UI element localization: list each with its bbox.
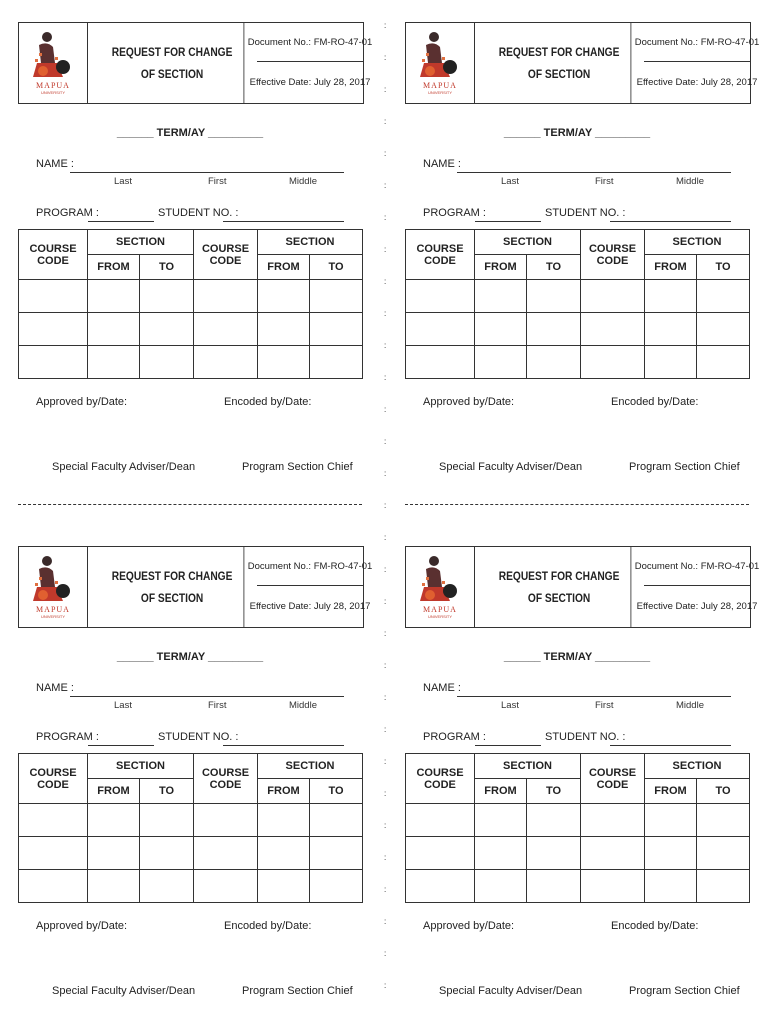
form-header xyxy=(18,546,373,628)
cut-line-left xyxy=(18,504,362,505)
fold-dot: : xyxy=(384,21,387,30)
chief-signature-label: Program Section Chief xyxy=(242,461,353,473)
program-label: PROGRAM : xyxy=(423,731,486,743)
fold-dot: : xyxy=(384,309,387,318)
form-title-line1: REQUEST FOR CHANGE xyxy=(111,45,233,59)
cell-input[interactable] xyxy=(406,837,475,870)
logo-text: MAPUA xyxy=(423,605,457,614)
fold-dot: : xyxy=(384,661,387,670)
form-title-line1: REQUEST FOR CHANGE xyxy=(111,569,233,583)
name-middle-caption: Middle xyxy=(676,700,704,711)
cell-input[interactable] xyxy=(19,313,88,346)
cell-input[interactable] xyxy=(88,313,140,346)
course-table xyxy=(18,229,363,379)
term-ay-field[interactable]: ______ TERM/AY _________ xyxy=(116,127,264,139)
university-logo xyxy=(19,23,88,103)
name-line[interactable] xyxy=(70,172,344,173)
from-header: FROM xyxy=(645,779,697,804)
cell-input[interactable] xyxy=(697,280,750,313)
cell-input[interactable] xyxy=(258,280,310,313)
cell-input[interactable] xyxy=(140,837,194,870)
student-no-line[interactable] xyxy=(610,745,731,746)
student-no-label: STUDENT NO. : xyxy=(158,207,239,219)
form-header xyxy=(18,22,373,104)
section-header: SECTION xyxy=(645,230,750,255)
cell-input[interactable] xyxy=(19,804,88,837)
fold-dot: : xyxy=(384,917,387,926)
cell-input[interactable] xyxy=(581,804,645,837)
section-header: SECTION xyxy=(475,230,581,255)
to-header: TO xyxy=(527,255,581,280)
encoded-by-label: Encoded by/Date: xyxy=(224,920,312,932)
name-line[interactable] xyxy=(70,696,344,697)
program-label: PROGRAM : xyxy=(423,207,486,219)
document-number: Document No.: FM-RO-47-01 xyxy=(644,23,750,62)
from-header: FROM xyxy=(258,255,310,280)
table-row xyxy=(406,346,750,379)
cell-input[interactable] xyxy=(310,280,363,313)
program-line[interactable] xyxy=(88,221,154,222)
to-header: TO xyxy=(310,255,363,280)
document-number: Document No.: FM-RO-47-01 xyxy=(257,547,363,586)
course-code-header: COURSE CODE xyxy=(406,754,475,804)
name-first-caption: First xyxy=(595,176,614,187)
course-code-header: COURSE CODE xyxy=(194,230,258,280)
name-first-caption: First xyxy=(208,176,227,187)
encoded-by-label: Encoded by/Date: xyxy=(224,396,312,408)
name-middle-caption: Middle xyxy=(289,700,317,711)
cell-input[interactable] xyxy=(697,346,750,379)
request-form xyxy=(18,22,373,492)
from-header: FROM xyxy=(88,779,140,804)
approved-by-label: Approved by/Date: xyxy=(36,396,128,408)
fold-dot: : xyxy=(384,437,387,446)
course-code-header: COURSE CODE xyxy=(19,230,88,280)
fold-dot: : xyxy=(384,277,387,286)
name-line[interactable] xyxy=(457,172,731,173)
effective-date: Effective Date: July 28, 2017 xyxy=(249,601,371,612)
course-code-header: COURSE CODE xyxy=(581,230,645,280)
section-header: SECTION xyxy=(88,754,194,779)
name-label: NAME : xyxy=(423,158,461,170)
fold-dot: : xyxy=(384,501,387,510)
cell-input[interactable] xyxy=(19,346,88,379)
from-header: FROM xyxy=(475,255,527,280)
to-header: TO xyxy=(310,779,363,804)
form-title xyxy=(101,23,245,103)
table-row xyxy=(406,870,750,903)
fold-dot: : xyxy=(384,597,387,606)
cell-input[interactable] xyxy=(697,313,750,346)
course-table xyxy=(405,229,750,379)
cell-input[interactable] xyxy=(645,837,697,870)
course-code-header: COURSE CODE xyxy=(19,754,88,804)
cell-input[interactable] xyxy=(258,313,310,346)
table-row xyxy=(19,837,363,870)
cell-input[interactable] xyxy=(194,313,258,346)
cell-input[interactable] xyxy=(645,346,697,379)
encoded-by-label: Encoded by/Date: xyxy=(611,920,699,932)
table-row xyxy=(406,280,750,313)
cell-input[interactable] xyxy=(19,280,88,313)
cell-input[interactable] xyxy=(697,804,750,837)
fold-dot: : xyxy=(384,629,387,638)
cell-input[interactable] xyxy=(19,870,88,903)
cell-input[interactable] xyxy=(527,837,581,870)
term-ay-field[interactable]: ______ TERM/AY _________ xyxy=(116,651,264,663)
student-no-label: STUDENT NO. : xyxy=(545,207,626,219)
fold-dot: : xyxy=(384,725,387,734)
cell-input[interactable] xyxy=(527,280,581,313)
form-title xyxy=(101,547,245,627)
cell-input[interactable] xyxy=(258,870,310,903)
cell-input[interactable] xyxy=(194,837,258,870)
cell-input[interactable] xyxy=(19,837,88,870)
logo-subtext: UNIVERSITY xyxy=(40,614,65,619)
cell-input[interactable] xyxy=(527,870,581,903)
cell-input[interactable] xyxy=(645,280,697,313)
cell-input[interactable] xyxy=(581,280,645,313)
section-header: SECTION xyxy=(88,230,194,255)
table-row xyxy=(19,870,363,903)
program-line[interactable] xyxy=(475,221,541,222)
fold-dot: : xyxy=(384,149,387,158)
cell-input[interactable] xyxy=(140,280,194,313)
form-title-line2: OF SECTION xyxy=(140,67,204,81)
adviser-signature-label: Special Faculty Adviser/Dean xyxy=(439,985,583,997)
name-line[interactable] xyxy=(457,696,731,697)
cell-input[interactable] xyxy=(88,346,140,379)
from-header: FROM xyxy=(88,255,140,280)
program-label: PROGRAM : xyxy=(36,731,99,743)
from-header: FROM xyxy=(645,255,697,280)
cell-input[interactable] xyxy=(406,804,475,837)
cell-input[interactable] xyxy=(310,804,363,837)
program-label: PROGRAM : xyxy=(36,207,99,219)
effective-date: Effective Date: July 28, 2017 xyxy=(636,601,758,612)
cell-input[interactable] xyxy=(258,837,310,870)
fold-dot: : xyxy=(384,405,387,414)
course-table xyxy=(405,753,750,903)
cell-input[interactable] xyxy=(140,870,194,903)
logo-text: MAPUA xyxy=(36,605,70,614)
name-last-caption: Last xyxy=(114,176,132,187)
logo-text: MAPUA xyxy=(423,81,457,90)
student-no-line[interactable] xyxy=(610,221,731,222)
fold-dot: : xyxy=(384,341,387,350)
form-title-line1: REQUEST FOR CHANGE xyxy=(498,45,620,59)
cell-input[interactable] xyxy=(475,346,527,379)
term-ay-field[interactable]: ______ TERM/AY _________ xyxy=(503,127,651,139)
fold-dot: : xyxy=(384,981,387,990)
document-number: Document No.: FM-RO-47-01 xyxy=(257,23,363,62)
cell-input[interactable] xyxy=(645,313,697,346)
effective-date: Effective Date: July 28, 2017 xyxy=(249,77,371,88)
adviser-signature-label: Special Faculty Adviser/Dean xyxy=(52,461,196,473)
fold-dot: : xyxy=(384,565,387,574)
cell-input[interactable] xyxy=(194,870,258,903)
chief-signature-label: Program Section Chief xyxy=(242,985,353,997)
cell-input[interactable] xyxy=(645,870,697,903)
form-title-line2: OF SECTION xyxy=(527,591,591,605)
name-last-caption: Last xyxy=(501,700,519,711)
to-header: TO xyxy=(140,779,194,804)
cut-line-right xyxy=(405,504,749,505)
adviser-signature-label: Special Faculty Adviser/Dean xyxy=(439,461,583,473)
fold-dot: : xyxy=(384,853,387,862)
table-row xyxy=(19,280,363,313)
student-no-label: STUDENT NO. : xyxy=(545,731,626,743)
approved-by-label: Approved by/Date: xyxy=(423,396,515,408)
fold-dot: : xyxy=(384,885,387,894)
fold-dot: : xyxy=(384,757,387,766)
name-label: NAME : xyxy=(36,158,74,170)
cell-input[interactable] xyxy=(527,313,581,346)
cell-input[interactable] xyxy=(88,804,140,837)
cell-input[interactable] xyxy=(310,870,363,903)
student-no-line[interactable] xyxy=(223,745,344,746)
logo-subtext: UNIVERSITY xyxy=(427,614,452,619)
effective-date: Effective Date: July 28, 2017 xyxy=(636,77,758,88)
fold-dot: : xyxy=(384,533,387,542)
fold-line xyxy=(384,22,386,1002)
form-title xyxy=(488,547,632,627)
cell-input[interactable] xyxy=(258,804,310,837)
cell-input[interactable] xyxy=(140,346,194,379)
cell-input[interactable] xyxy=(406,870,475,903)
cell-input[interactable] xyxy=(581,870,645,903)
program-line[interactable] xyxy=(88,745,154,746)
cell-input[interactable] xyxy=(310,346,363,379)
program-line[interactable] xyxy=(475,745,541,746)
cell-input[interactable] xyxy=(527,804,581,837)
cell-input[interactable] xyxy=(475,870,527,903)
cell-input[interactable] xyxy=(310,837,363,870)
section-header: SECTION xyxy=(645,754,750,779)
cell-input[interactable] xyxy=(194,346,258,379)
request-form xyxy=(405,546,760,1016)
section-header: SECTION xyxy=(258,230,363,255)
table-row xyxy=(406,313,750,346)
cell-input[interactable] xyxy=(475,837,527,870)
name-first-caption: First xyxy=(595,700,614,711)
adviser-signature-label: Special Faculty Adviser/Dean xyxy=(52,985,196,997)
name-middle-caption: Middle xyxy=(676,176,704,187)
logo-text: MAPUA xyxy=(36,81,70,90)
cell-input[interactable] xyxy=(88,837,140,870)
cell-input[interactable] xyxy=(88,870,140,903)
chief-signature-label: Program Section Chief xyxy=(629,985,740,997)
request-form xyxy=(405,22,760,492)
cell-input[interactable] xyxy=(645,804,697,837)
cell-input[interactable] xyxy=(194,280,258,313)
fold-dot: : xyxy=(384,373,387,382)
name-first-caption: First xyxy=(208,700,227,711)
student-no-label: STUDENT NO. : xyxy=(158,731,239,743)
to-header: TO xyxy=(697,255,750,280)
cell-input[interactable] xyxy=(475,804,527,837)
fold-dot: : xyxy=(384,213,387,222)
cell-input[interactable] xyxy=(406,313,475,346)
encoded-by-label: Encoded by/Date: xyxy=(611,396,699,408)
document-number: Document No.: FM-RO-47-01 xyxy=(644,547,750,586)
cell-input[interactable] xyxy=(406,346,475,379)
course-code-header: COURSE CODE xyxy=(406,230,475,280)
name-last-caption: Last xyxy=(114,700,132,711)
from-header: FROM xyxy=(475,779,527,804)
fold-dot: : xyxy=(384,53,387,62)
university-logo xyxy=(406,23,475,103)
form-header xyxy=(405,546,760,628)
cell-input[interactable] xyxy=(194,804,258,837)
student-no-line[interactable] xyxy=(223,221,344,222)
term-ay-field[interactable]: ______ TERM/AY _________ xyxy=(503,651,651,663)
logo-subtext: UNIVERSITY xyxy=(40,90,65,95)
fold-dot: : xyxy=(384,949,387,958)
name-label: NAME : xyxy=(36,682,74,694)
form-header xyxy=(405,22,760,104)
cell-input[interactable] xyxy=(140,313,194,346)
approved-by-label: Approved by/Date: xyxy=(36,920,128,932)
cell-input[interactable] xyxy=(475,280,527,313)
to-header: TO xyxy=(140,255,194,280)
cell-input[interactable] xyxy=(88,280,140,313)
course-code-header: COURSE CODE xyxy=(194,754,258,804)
table-row xyxy=(19,804,363,837)
from-header: FROM xyxy=(258,779,310,804)
cell-input[interactable] xyxy=(527,346,581,379)
cell-input[interactable] xyxy=(310,313,363,346)
university-logo xyxy=(406,547,475,627)
table-row xyxy=(19,313,363,346)
cell-input[interactable] xyxy=(406,280,475,313)
university-logo xyxy=(19,547,88,627)
table-row xyxy=(406,804,750,837)
cell-input[interactable] xyxy=(697,870,750,903)
logo-subtext: UNIVERSITY xyxy=(427,90,452,95)
section-header: SECTION xyxy=(475,754,581,779)
table-row xyxy=(19,346,363,379)
course-code-header: COURSE CODE xyxy=(581,754,645,804)
fold-dot: : xyxy=(384,469,387,478)
cell-input[interactable] xyxy=(475,313,527,346)
to-header: TO xyxy=(527,779,581,804)
cell-input[interactable] xyxy=(258,346,310,379)
course-table xyxy=(18,753,363,903)
approved-by-label: Approved by/Date: xyxy=(423,920,515,932)
form-title-line2: OF SECTION xyxy=(527,67,591,81)
cell-input[interactable] xyxy=(581,346,645,379)
cell-input[interactable] xyxy=(697,837,750,870)
fold-dot: : xyxy=(384,117,387,126)
to-header: TO xyxy=(697,779,750,804)
fold-dot: : xyxy=(384,181,387,190)
section-header: SECTION xyxy=(258,754,363,779)
name-label: NAME : xyxy=(423,682,461,694)
name-last-caption: Last xyxy=(501,176,519,187)
table-row xyxy=(406,837,750,870)
form-title xyxy=(488,23,632,103)
cell-input[interactable] xyxy=(581,837,645,870)
fold-dot: : xyxy=(384,821,387,830)
form-title-line2: OF SECTION xyxy=(140,591,204,605)
cell-input[interactable] xyxy=(140,804,194,837)
form-title-line1: REQUEST FOR CHANGE xyxy=(498,569,620,583)
fold-dot: : xyxy=(384,693,387,702)
fold-dot: : xyxy=(384,85,387,94)
fold-dot: : xyxy=(384,245,387,254)
fold-dot: : xyxy=(384,789,387,798)
name-middle-caption: Middle xyxy=(289,176,317,187)
cell-input[interactable] xyxy=(581,313,645,346)
request-form xyxy=(18,546,373,1016)
chief-signature-label: Program Section Chief xyxy=(629,461,740,473)
